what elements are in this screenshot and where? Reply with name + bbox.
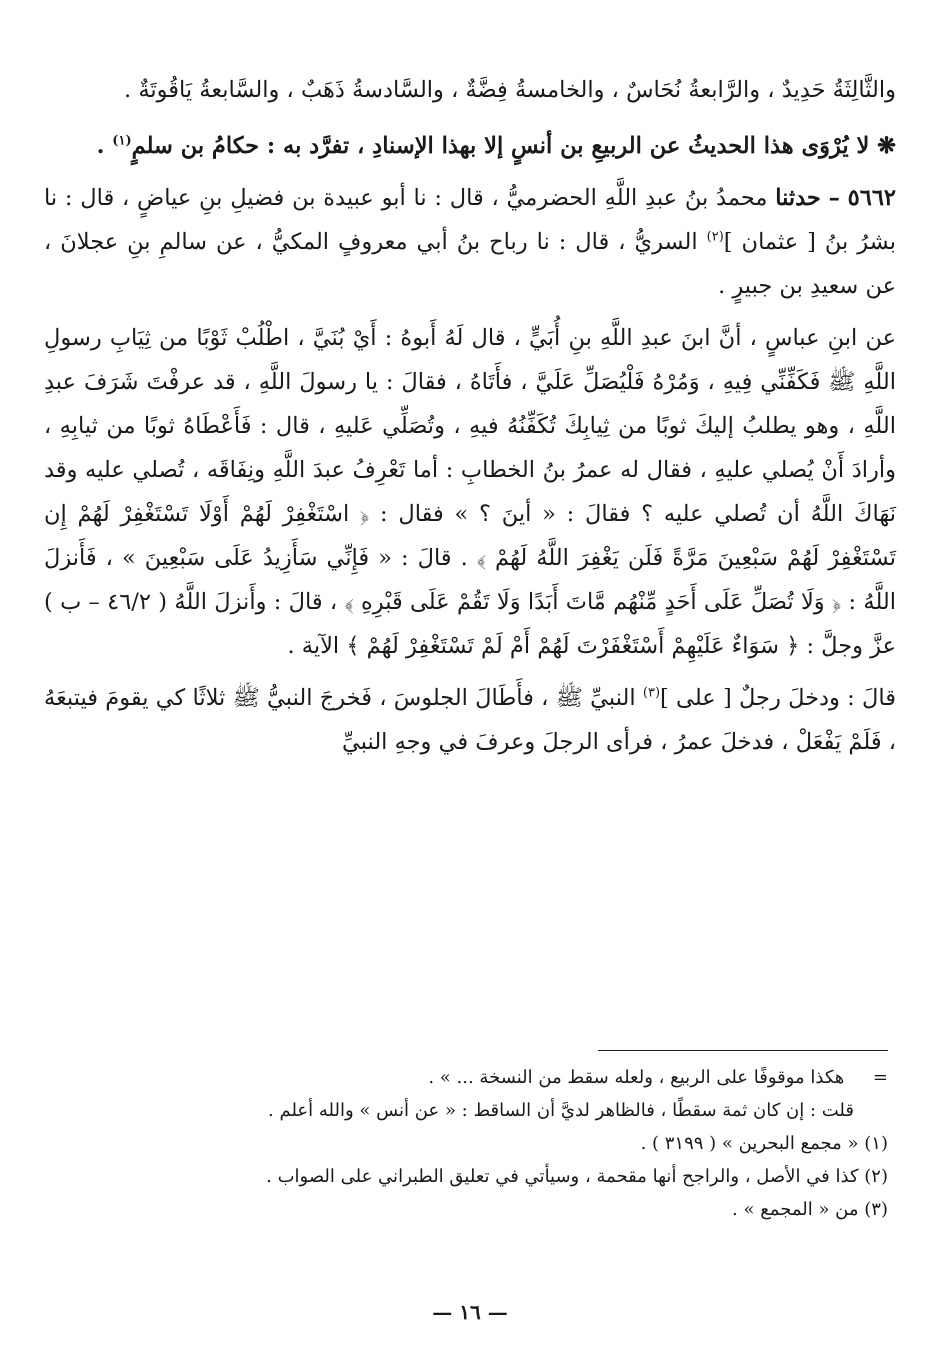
continuation-text: والثَّالِثَةُ حَدِيدٌ ، والرَّابعةُ نُحَاسٌ ، والخامسةُ فِضَّةٌ ، والسَّادسةُ ذَهَبٌ ، والسَّابعةُ يَاقُوتَةٌ .	[124, 77, 896, 103]
footnote-ref-2[interactable]: (٢)	[706, 229, 724, 245]
footnote-3-text: من « المجمع » .	[732, 1199, 859, 1220]
star-icon: ❋	[877, 133, 896, 159]
footnote-2	[60, 1160, 888, 1193]
page-number: — ١٦ —	[432, 1300, 508, 1324]
carryover-text-1: هكذا موقوفًا على الربيع ، ولعله سقط من النسخة ... » .	[428, 1067, 845, 1088]
carryover-text-2: قلت : إن كان ثمة سقطًا ، فالظاهر لديَّ أن الساقط : « عن أنس » والله أعلم .	[268, 1100, 854, 1121]
matn-text-2: عزَّ وجلَّ : ﴿ سَوَاءٌ عَلَيْهِمْ أَسْتَغْفَرْتَ لَهُمْ أَمْ لَمْ تَسْتَغْفِرْ لَهُمْ ﴾ الآية .	[287, 633, 896, 659]
footnote-ref-3[interactable]: (٣)	[642, 685, 661, 701]
footnote-1-text: « مجمع البحرين » ( ٣١٩٩ ) .	[640, 1133, 859, 1154]
footnote-carryover-1	[60, 1061, 888, 1094]
footnote-3	[60, 1193, 888, 1226]
hadith-number: ٥٦٦٢	[847, 185, 897, 211]
footnote-2-number: (٢)	[864, 1166, 888, 1187]
footnote-1-number: (١)	[864, 1133, 888, 1154]
footnote-1	[60, 1127, 888, 1160]
footnote-carryover-2	[60, 1094, 888, 1127]
footnotes-section	[60, 1050, 888, 1226]
closing-paragraph	[44, 676, 896, 764]
closing-text-1: قالَ : ودخلَ رجلٌ [ على ]	[660, 685, 896, 711]
footnote-divider	[598, 1050, 888, 1051]
page-body	[44, 68, 896, 764]
footnote-2-text: كذا في الأصل ، والراجح أنها مقحمة ، وسيأتي في تعليق الطبراني على الصواب .	[266, 1166, 859, 1187]
continuation-paragraph	[44, 68, 896, 112]
hadith-opening: حدثنا	[775, 185, 821, 211]
editor-note-text: لا يُرْوَى هذا الحديثُ عن الربيعِ بن أنسٍ إلا بهذا الإسنادِ ، تفرَّد به : حكامُ بن سلمٍ	[131, 133, 870, 159]
footnote-ref-1[interactable]: (١)	[112, 133, 132, 149]
matn-text-1: عن ابنِ عباسٍ ، أنَّ ابنَ عبدِ اللَّهِ بنِ أُبَيٍّ ، قال لَهُ أَبوهُ : أَيْ بُنَيَّ ، اطْلُبْ ثَوْبًا من ثِيَابِ رسولِ اللَّهِ ﷺ فَكَفِّنِّي فِيهِ ، وَمُرْهُ فَلْيُصَلِّ عَلَيَّ ، فأَتَاهُ ، فقالَ : يا رسولَ اللَّهِ ، قد عرفْتَ شَرَفَ عبدِ اللَّهِ ، وهو يطلبُ إليكَ ثوبًا من ثِيابِكَ تُكَفِّنُهُ فيهِ ، وتُصَلِّي عَليهِ ، قال : فَأَعْطَاهُ ثوبًا من ثيابِهِ ، وأرادَ أَنْ يُصلي عليهِ ، فقال له عمرُ بنُ الخطابِ : أما تَعْرِفُ عبدَ اللَّهِ ونِفَاقَه ، تُصلي عليه وقد نَهَاكَ اللَّهُ أن تُصلي عليه ؟ فقالَ : « أينَ ؟ » فقال : ﴿ اسْتَغْفِرْ لَهُمْ أَوْلَا تَسْتَغْفِرْ لَهُمْ إِن تَسْتَغْفِرْ لَهُمْ سَبْعِينَ مَرَّةً فَلَن يَغْفِرَ اللَّهُ لَهُمْ ﴾ . قالَ : « فَإِنِّي سَأَزِيدُ عَلَى سَبْعِينَ » ، فَأَنزلَ اللَّهُ : ﴿ وَلَا تُصَلِّ عَلَى أَحَدٍ مِّنْهُم مَّاتَ أَبَدًا وَلَا تَقُمْ عَلَى قَبْرِهِ ﴾ ، قالَ : وأَنزلَ اللَّهُ	[44, 325, 897, 615]
carryover-marker: =	[872, 1067, 888, 1088]
isnad-text-1: محمدُ بنُ عبدِ اللَّهِ الحضرميُّ ، قال : نا أبو عبيدة بن فضيلِ بنِ عياضٍ ، قال : نا بشرُ بنُ [ عثمان ]	[44, 185, 897, 255]
editor-note	[44, 124, 896, 168]
closing-text-2: النبيِّ ﷺ ، فأَطَالَ الجلوسَ ، فَخرجَ النبيُّ ﷺ ثلاثًا كي يقومَ فيتبعَهُ ، فَلَمْ يَفْعَلْ ، فدخلَ عمرُ ، فرأى الرجلَ وعرفَ في وجهِ النبيِّ	[44, 685, 896, 755]
footnote-3-number: (٣)	[864, 1199, 888, 1220]
hadith-dash: –	[828, 185, 840, 211]
isnad-text-2: السريُّ ، قال : نا رباح بنُ أبي معروفٍ المكيُّ ، عن سالمِ بنِ عجلانَ ، عن سعيدِ بن جبيرٍ .	[44, 229, 896, 299]
hadith-matn	[44, 316, 896, 668]
editor-note-end: .	[96, 133, 105, 159]
hadith-isnad	[44, 176, 896, 308]
folio-marker: ( ٤٦/٢ – ب )	[44, 589, 168, 615]
